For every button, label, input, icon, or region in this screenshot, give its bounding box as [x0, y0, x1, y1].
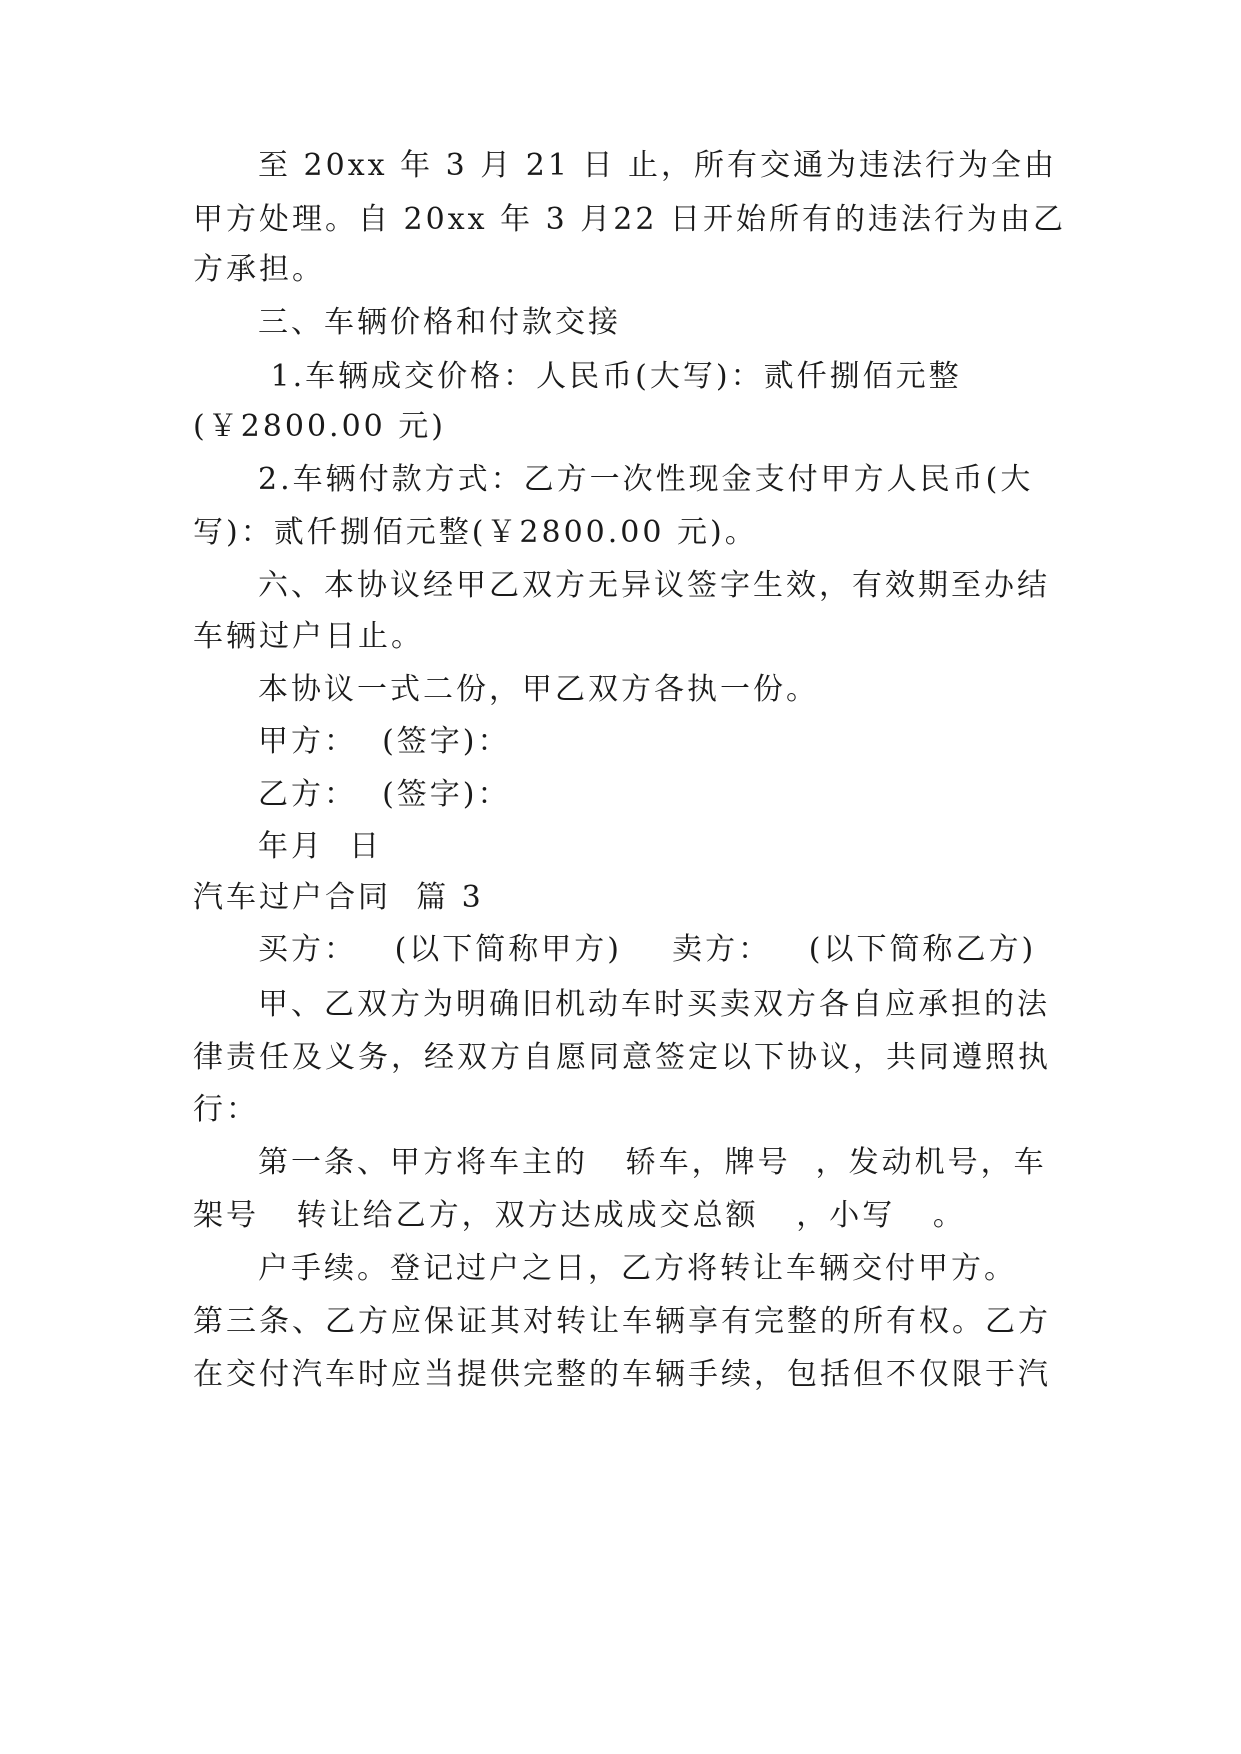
paragraph-line: 架号 转让给乙方，双方达成成交总额 ，小写 。	[193, 1198, 966, 1233]
paragraph-line: 甲、乙双方为明确旧机动车时买卖双方各自应承担的法	[258, 987, 1050, 1022]
signature-line-party-b: 乙方： (签字)：	[258, 777, 511, 812]
paragraph-line: 第一条、甲方将车主的 轿车，牌号 ，发动机号，车	[258, 1145, 1047, 1180]
date-line: 年月 日	[258, 829, 383, 864]
parties-line: 买方： (以下简称甲方) 卖方： (以下简称乙方)	[258, 932, 1037, 967]
paragraph-line: 方承担。	[193, 252, 325, 287]
paragraph-line: 律责任及义务，经双方自愿同意签定以下协议，共同遵照执	[193, 1040, 1051, 1075]
section-heading: 三、车辆价格和付款交接	[258, 305, 621, 340]
paragraph-line: 车辆过户日止。	[193, 619, 424, 654]
paragraph-line: 写)：贰仟捌佰元整(￥2800.00 元)。	[193, 515, 758, 550]
paragraph-line: 行：	[193, 1092, 259, 1127]
paragraph-line: 至 20xx 年 3 月 21 日 止，所有交通为违法行为全由	[258, 148, 1058, 183]
paragraph-line: 第三条、乙方应保证其对转让车辆享有完整的所有权。乙方	[193, 1304, 1051, 1339]
paragraph-line: 2.车辆付款方式：乙方一次性现金支付甲方人民币(大	[258, 462, 1034, 497]
section-title: 汽车过户合同 篇 3	[193, 880, 484, 915]
paragraph-line: 六、本协议经甲乙双方无异议签字生效，有效期至办结	[258, 568, 1050, 603]
paragraph-line: 户手续。登记过户之日，乙方将转让车辆交付甲方。	[258, 1251, 1017, 1286]
paragraph-line: 1.车辆成交价格：人民币(大写)：贰仟捌佰元整	[258, 359, 962, 394]
signature-line-party-a: 甲方： (签字)：	[258, 724, 511, 759]
paragraph-line: (￥2800.00 元)	[193, 409, 447, 444]
paragraph-line: 在交付汽车时应当提供完整的车辆手续，包括但不仅限于汽	[193, 1357, 1051, 1392]
paragraph-line: 本协议一式二份，甲乙双方各执一份。	[258, 672, 819, 707]
paragraph-line: 甲方处理。自 20xx 年 3 月22 日开始所有的违法行为由乙	[193, 202, 1066, 237]
